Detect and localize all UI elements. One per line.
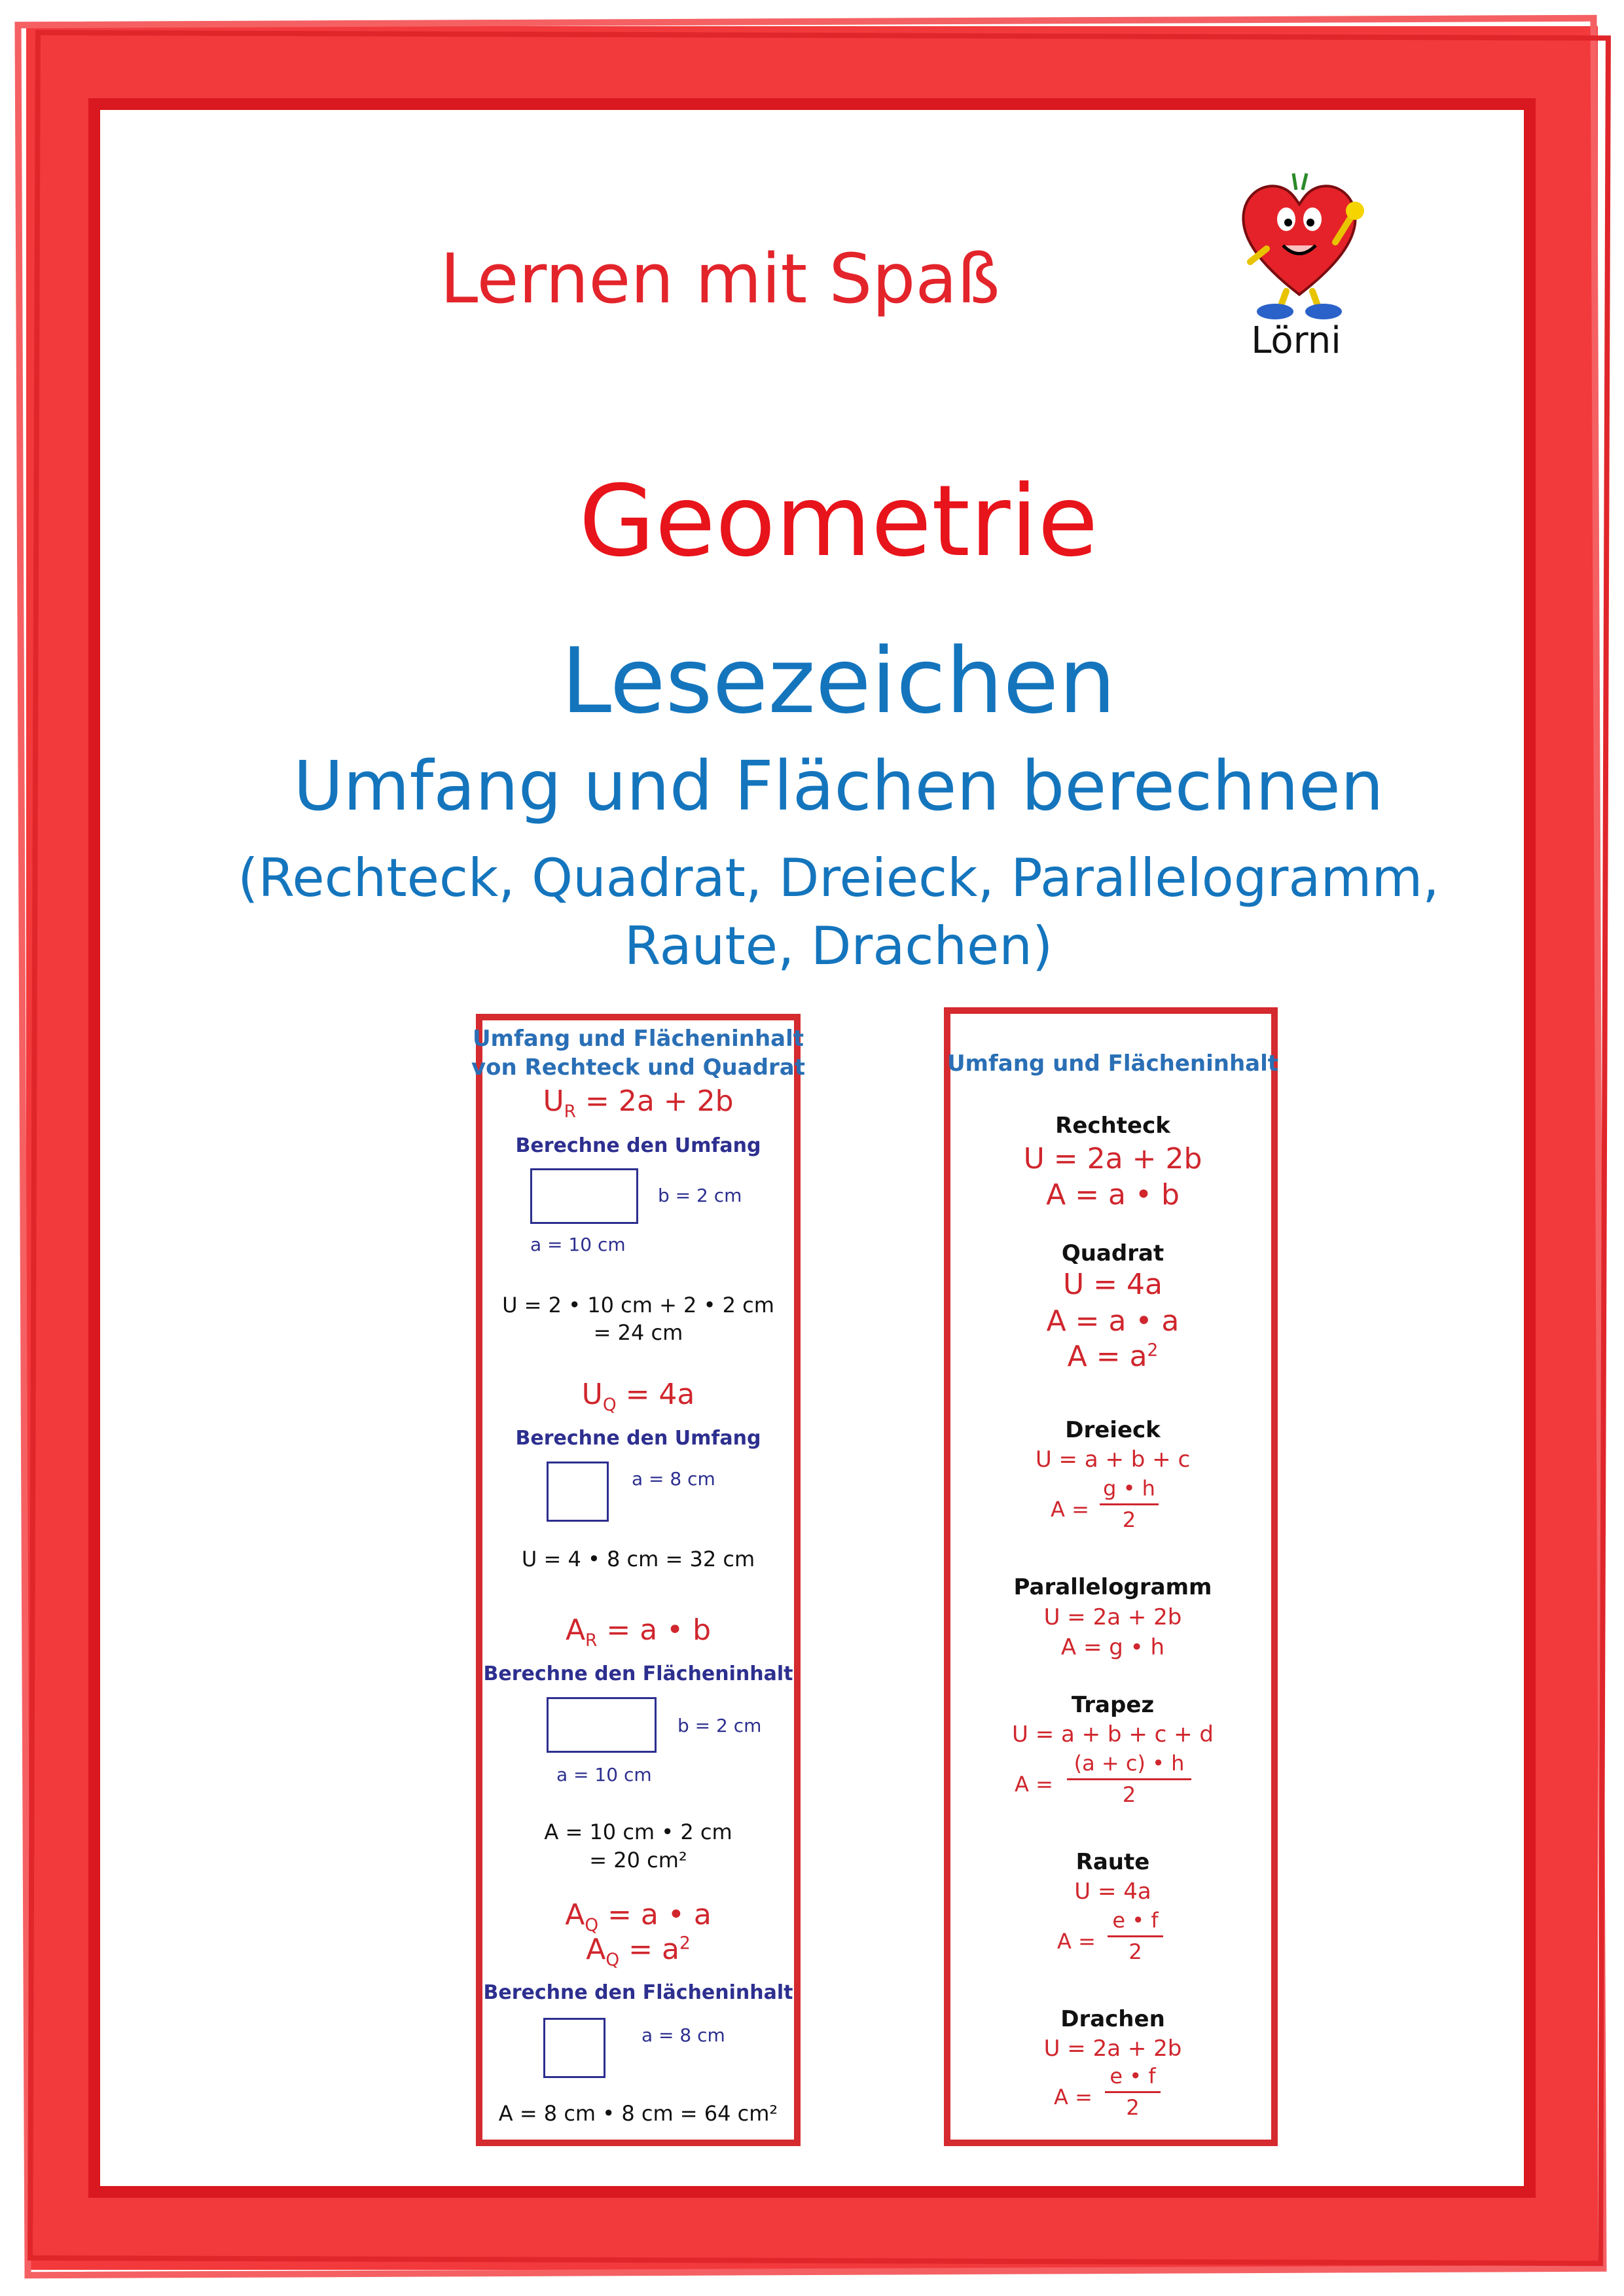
shape-name: Trapez (1071, 1692, 1155, 1718)
formula: A = a • a (1046, 1304, 1180, 1338)
fraction-bar (1108, 1935, 1163, 1937)
page-shapes-list (0, 844, 1624, 980)
formula: U = 4a (1074, 1878, 1151, 1905)
formula: U = a + b + c (1035, 1446, 1191, 1473)
formula: U = 2a + 2b (1043, 2036, 1182, 2062)
shape-name: Rechteck (1055, 1113, 1170, 1139)
denominator: 2 (1122, 1507, 1136, 1532)
fraction-bar (1067, 1778, 1191, 1780)
fraction (1108, 1908, 1163, 1967)
formula-lhs: A = (1057, 1929, 1096, 1954)
task-label: Berechne den Umfang (515, 1427, 761, 1450)
denominator: 2 (1126, 2095, 1140, 2120)
square-shape (547, 1462, 609, 1522)
formula: $A = a^2$ (1067, 1340, 1159, 1373)
formula-flaeche-quadrat: $A_Q = a$ • a (565, 1898, 712, 1935)
formula: U = 4a (1062, 1268, 1163, 1301)
formula-flaeche-rechteck: $A_R = a$ • b (565, 1613, 712, 1651)
calculation: U = 4 • 8 cm = 32 cm (521, 1547, 755, 1571)
dimension-label: a = 10 cm (530, 1234, 626, 1255)
shape-name: Parallelogramm (1013, 1574, 1212, 1600)
bookmark-left (468, 998, 808, 2170)
bookmark-heading: von Rechteck und Quadrat (471, 1054, 806, 1081)
bookmark-heading: Umfang und Flächeninhalt (472, 1026, 804, 1052)
formula: U = 2a + 2b (1023, 1142, 1202, 1175)
formula: U = 2a + 2b (1043, 1604, 1182, 1630)
frame-inner (88, 98, 1536, 2198)
formula-flaeche-quadrat: $A_Q = a^2$ (586, 1933, 691, 1970)
calculation: = 20 cm² (589, 1848, 687, 1873)
mascot-name: Lörni (1251, 319, 1341, 362)
fraction (1067, 1751, 1191, 1810)
task-label: Berechne den Flächeninhalt (483, 1662, 793, 1685)
rectangle-shape (530, 1168, 638, 1224)
task-label: Berechne den Umfang (515, 1134, 761, 1157)
numerator: e • f (1112, 1908, 1159, 1933)
fraction-bar (1100, 1503, 1159, 1505)
bookmark-right (936, 998, 1290, 2170)
page-topic: Umfang und Flächen berechnen (293, 746, 1384, 826)
formula: U = a + b + c + d (1012, 1721, 1214, 1748)
formula: A = a • b (1046, 1178, 1180, 1211)
page-title: Geometrie (579, 465, 1098, 579)
numerator: e • f (1110, 2064, 1156, 2089)
formula-lhs: A = (1054, 2085, 1092, 2109)
shape-name: Dreieck (1065, 1417, 1161, 1443)
numerator: g • h (1103, 1476, 1155, 1501)
fraction (1105, 2064, 1161, 2123)
dimension-label: a = 8 cm (641, 2024, 725, 2046)
shapes-line-1: (Rechteck, Quadrat, Dreieck, Parallelogramm, (238, 848, 1439, 908)
numerator: (a + c) • h (1074, 1751, 1185, 1776)
shapes-line-2: Raute, Drachen) (624, 916, 1053, 977)
tagline: Lernen mit Spaß (440, 239, 1000, 319)
calculation: A = 10 cm • 2 cm (544, 1820, 732, 1844)
denominator: 2 (1122, 1782, 1136, 1807)
page-subtitle: Lesezeichen (561, 628, 1116, 734)
calculation: A = 8 cm • 8 cm = 64 cm² (498, 2101, 778, 2126)
dimension-label: b = 2 cm (677, 1715, 762, 1736)
page-frame (26, 26, 1598, 2270)
task-label: Berechne den Flächeninhalt (483, 1981, 793, 2004)
shape-name: Quadrat (1061, 1240, 1164, 1266)
formula-umfang-rechteck: $U_R = 2a + 2b$ (543, 1085, 734, 1122)
square-shape (543, 2018, 605, 2078)
rectangle-shape (547, 1697, 657, 1753)
heart-mascot-icon (1231, 164, 1368, 321)
dimension-label: a = 10 cm (556, 1764, 652, 1785)
calculation: = 24 cm (593, 1320, 683, 1345)
fraction (1100, 1476, 1159, 1535)
formula-umfang-quadrat: $U_Q = 4a$ (581, 1378, 695, 1415)
formula-lhs: A = (1015, 1772, 1053, 1797)
dimension-label: a = 8 cm (632, 1468, 715, 1490)
fraction-bar (1105, 2091, 1161, 2093)
calculation: U = 2 • 10 cm + 2 • 2 cm (502, 1293, 774, 1318)
denominator: 2 (1128, 1939, 1142, 1964)
dimension-label: b = 2 cm (658, 1185, 742, 1206)
bookmark-heading: Umfang und Flächeninhalt (947, 1050, 1279, 1077)
shape-name: Raute (1075, 1849, 1150, 1875)
formula: A = g • h (1060, 1634, 1165, 1660)
shape-name: Drachen (1060, 2006, 1165, 2032)
formula-lhs: A = (1051, 1497, 1089, 1522)
bookmark-border (476, 1014, 801, 2146)
